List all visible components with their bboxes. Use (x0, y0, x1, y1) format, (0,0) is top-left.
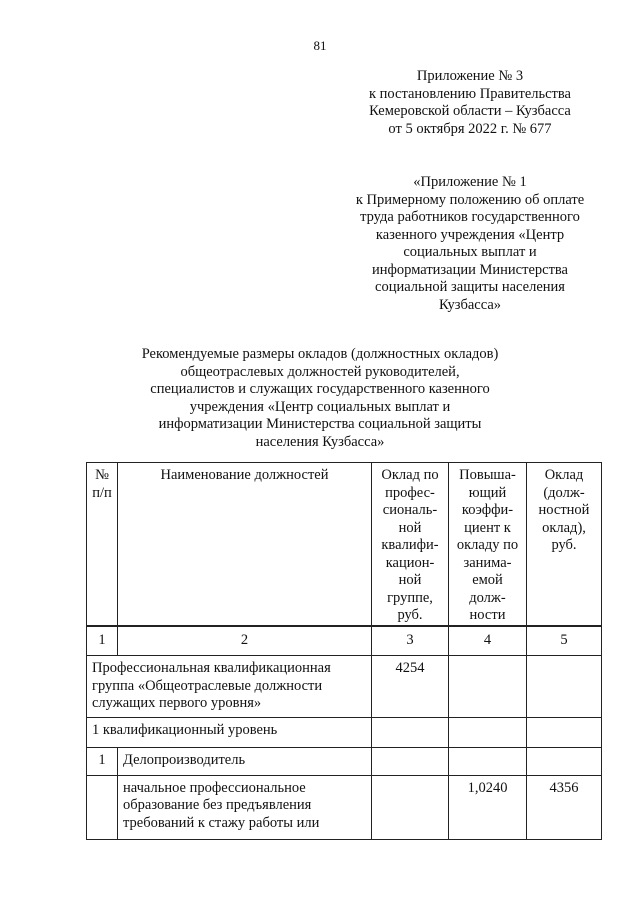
table-header (86, 462, 602, 626)
table-cell (372, 747, 449, 775)
table-cell (527, 717, 602, 747)
attachment-1-line: информатизации Министерства (372, 261, 568, 278)
table-cell: Профессиональная квалификационная группа «Общеотраслевые должности служащих первого уровня» (87, 656, 372, 718)
title-line: учреждения «Центр социальных выплат и (189, 398, 451, 415)
header-cell-group-salary: Оклад по профес- сиональ- ной квалифи- кацион- ной группе, руб. (372, 463, 449, 626)
page-number: 81 (313, 38, 327, 53)
table-cell: 4 (449, 627, 527, 656)
table-cell: 1 (87, 627, 118, 656)
table-cell (527, 747, 602, 775)
table-cell: 5 (527, 627, 602, 656)
attachment-3-block (330, 68, 610, 138)
table-row (87, 747, 602, 775)
attachment-1-line: труда работников государственного (360, 209, 580, 225)
table-cell: 1 (87, 747, 118, 775)
attachment-1-line: социальных выплат и (403, 244, 537, 260)
table-cell (372, 717, 449, 747)
title-line: специалистов и служащих государственного казенного (150, 381, 490, 397)
table-row (87, 656, 602, 718)
header-cell-position-name: Наименование должностей (118, 463, 372, 626)
header-cell-salary: Оклад (долж- ностной оклад), руб. (527, 463, 602, 626)
salary-table (86, 626, 602, 840)
attachment-1-line: к Примерному положению об оплате (355, 191, 585, 208)
attachment-3-line: Кемеровской области – Кузбасса (369, 103, 571, 119)
attachment-3-line: от 5 октября 2022 г. № 677 (388, 120, 552, 137)
table-cell (449, 717, 527, 747)
table-cell (527, 656, 602, 718)
table-cell: Делопроизводитель (118, 747, 372, 775)
table-cell: 4254 (372, 656, 449, 718)
table-cell: 1 квалификационный уровень (87, 717, 372, 747)
title-line: общеотраслевых должностей руководителей, (180, 363, 460, 380)
header-cell-coefficient: Повыша- ющий коэффи- циент к окладу по занима- емой долж- ности (449, 463, 527, 626)
attachment-1-line: Кузбасса» (438, 296, 502, 313)
attachment-3-line: к постановлению Правительства (369, 85, 571, 102)
table-cell: 2 (118, 627, 372, 656)
table-cell: 3 (372, 627, 449, 656)
table-cell: начальное профессиональное образование без предъявления требований к стажу работы или (118, 775, 372, 839)
title-line: Рекомендуемые размеры окладов (должностных окладов) (141, 346, 499, 362)
attachment-1-line: социальной защиты населения (375, 279, 565, 295)
table-cell (372, 775, 449, 839)
header-cell-number: № п/п (87, 463, 118, 626)
table-row (87, 775, 602, 839)
table-cell: 4356 (527, 775, 602, 839)
table-cell (449, 747, 527, 775)
table-row (87, 627, 602, 656)
table-cell: 1,0240 (449, 775, 527, 839)
attachment-3-line: Приложение № 3 (416, 68, 524, 84)
title-line: населения Кузбасса» (255, 433, 385, 450)
table-cell (449, 656, 527, 718)
attachment-1-line: казенного учреждения «Центр (375, 226, 565, 243)
table-cell (87, 775, 118, 839)
table-row (87, 717, 602, 747)
attachment-1-block (330, 174, 610, 314)
document-title (0, 346, 640, 451)
attachment-1-line: «Приложение № 1 (413, 174, 527, 190)
title-line: информатизации Министерства социальной защиты (158, 416, 482, 432)
